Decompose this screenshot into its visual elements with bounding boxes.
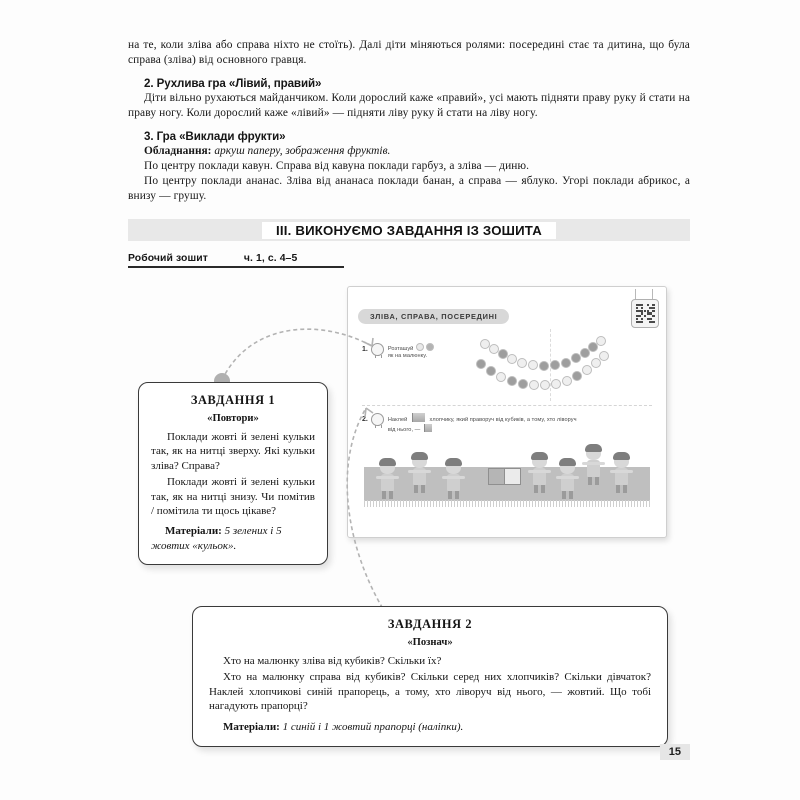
task-2-title: ЗАВДАННЯ 2 — [387, 617, 473, 631]
game-3-line-1: По центру поклади кавун. Справа від кавуна поклади гарбуз, а зліва — диню. — [144, 160, 530, 173]
connector-arrow-task2 — [347, 408, 390, 620]
worksheet-item-2-text-a: Наклей — [387, 417, 408, 423]
worksheet-item-2-text-b: хлопчику, який праворуч від кубиків, а тому, хто ліворуч — [429, 417, 577, 423]
worksheet-item-2-text-c: від нього, — — [387, 427, 421, 434]
connector-arrow-task1 — [222, 329, 372, 380]
task-1-materials-label: Матеріали: — [165, 525, 222, 538]
equipment-label: Обладнання: — [144, 145, 212, 158]
workbook-label: Робочий зошит — [128, 253, 208, 265]
task-1-subtitle: «Повтори» — [207, 413, 259, 424]
task-card-1 — [138, 382, 328, 565]
workbook-pages: ч. 1, с. 4–5 — [243, 253, 298, 265]
task-2-paragraph-1: Хто на малюнку зліва від кубиків? Скільки їх? — [223, 655, 442, 667]
task-1-materials-value: 5 зелених і 5 жовтих «кульок». — [151, 525, 282, 552]
task-2-materials-value: 1 синій і 1 жовтий прапорці (наліпки). — [282, 720, 464, 733]
worksheet-item-2-number: 2. — [362, 416, 368, 423]
worksheet-header-text: ЗЛІВА, СПРАВА, ПОСЕРЕДИНІ — [370, 312, 498, 321]
intro-paragraph: на те, коли зліва або справа ніхто не стоїть). Далі діти міняються ролями: посередині стає та дитина, що була справа (зліва) від основного гравця. — [128, 39, 690, 66]
task-2-materials — [209, 720, 651, 734]
page-number: 15 — [660, 744, 690, 760]
game-3-heading: 3. Гра «Виклади фрукти» — [144, 130, 286, 144]
task-1-paragraph-1: Поклади жовті й зелені кульки так, як на нитці зверху. Які кульки зліва? Справа? — [151, 431, 315, 472]
connector-arrowhead-1 — [364, 338, 373, 346]
task-card-2 — [192, 606, 668, 747]
worksheet-item-1-number: 1. — [362, 346, 368, 353]
game-2-heading: 2. Рухлива гра «Лівий, правий» — [144, 77, 322, 91]
section-banner-title: III. ВИКОНУЄМО ЗАВДАННЯ ІЗ ЗОШИТА — [262, 222, 556, 239]
task-1-title: ЗАВДАННЯ 1 — [190, 393, 276, 407]
task-2-subtitle: «Познач» — [407, 637, 453, 648]
task-2-materials-label: Матеріали: — [223, 720, 280, 733]
game-2-paragraph: Діти вільно рухаються майданчиком. Коли дорослий каже «правий», усі мають підняти праву руку й стати на праву ногу. Коли дорослий каже «лівий» — підняти ліву руку й стати на ліву ногу. — [128, 92, 690, 119]
game-3-line-2: По центру поклади ананас. Зліва від ананаса поклади банан, а справа — яблуко. Угорі поклади абрикос, а внизу — грушу. — [128, 174, 690, 202]
task-1-paragraph-2: Поклади жовті й зелені кульки так, як на нитці знизу. Чи помітив / помітила ти щось цікаве? — [151, 476, 315, 518]
task-1-materials — [151, 524, 315, 553]
worksheet-item-1-text-a: Розташуй — [387, 346, 414, 352]
equipment-value: аркуш паперу, зображення фруктів. — [214, 145, 391, 158]
task-2-paragraph-2: Хто на малюнку справа від кубиків? Скільки серед них хлопчиків? Скільки дівчаток? Наклей хлопчикові синій прапорець, а тому, хто ліворуч від нього, — жовтий. Що тобі нагадують прапорці? — [209, 671, 651, 713]
worksheet-item-1-text-b: як на малюнку. — [387, 353, 428, 360]
connector-arrowhead-2 — [365, 408, 373, 417]
